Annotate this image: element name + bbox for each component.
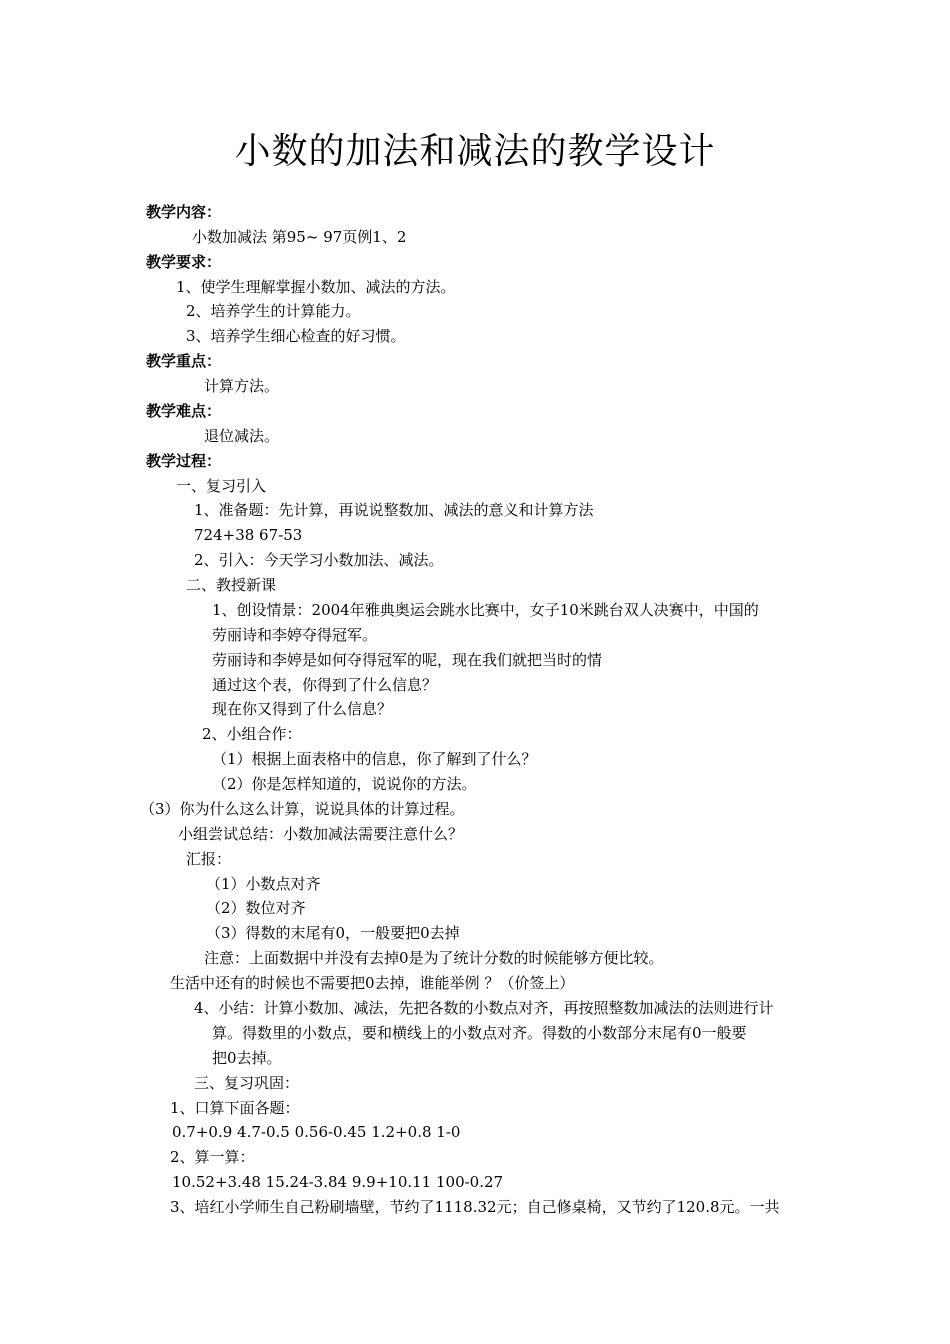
difficulties-text: 退位减法。 bbox=[204, 427, 280, 445]
process-line: （1）小数点对齐 bbox=[206, 875, 321, 893]
section-heading-content: 教学内容： bbox=[146, 203, 222, 221]
section-heading-requirements: 教学要求： bbox=[146, 253, 222, 271]
process-line: （2）数位对齐 bbox=[206, 899, 306, 917]
process-line: （1）根据上面表格中的信息，你了解到了什么？ bbox=[212, 750, 537, 768]
document-title: 小数的加法和减法的教学设计 bbox=[234, 131, 716, 172]
process-line: 724+38 67-53 bbox=[194, 526, 303, 544]
section-heading-difficulties: 教学难点： bbox=[146, 402, 222, 420]
summary-line: 算。得数里的小数点，要和横线上的小数点对齐。得数的小数部分末尾有0一般要 bbox=[212, 1024, 747, 1042]
section-heading-process: 教学过程： bbox=[146, 452, 222, 470]
process-line: 注意：上面数据中并没有去掉0是为了统计分数的时候能够方便比较。 bbox=[204, 949, 664, 967]
process-line: 1、准备题：先计算，再说说整数加、减法的意义和计算方法 bbox=[194, 501, 594, 519]
process-step-3-heading: 三、复习巩固： bbox=[194, 1074, 300, 1092]
section-heading-key-points: 教学重点： bbox=[146, 352, 222, 370]
process-line: 汇报： bbox=[186, 850, 232, 868]
process-line: 生活中还有的时候也不需要把0去掉，谁能举例 ？（价签上） bbox=[170, 974, 575, 992]
process-step-2-heading: 二、教授新课 bbox=[186, 576, 277, 594]
requirement-2: 2、培养学生的计算能力。 bbox=[186, 302, 361, 320]
exercise-line: 0.7+0.9 4.7-0.5 0.56-0.45 1.2+0.8 1-0 bbox=[172, 1123, 461, 1141]
process-line: 小组尝试总结：小数加减法需要注意什么？ bbox=[178, 825, 464, 843]
process-line: 2、小组合作： bbox=[202, 725, 302, 743]
summary-line: 4、小结：计算小数加、减法，先把各数的小数点对齐，再按照整数加减法的法则进行计 bbox=[194, 999, 774, 1017]
exercise-line: 1、口算下面各题： bbox=[170, 1099, 300, 1117]
process-line: 劳丽诗和李婷夺得冠军。 bbox=[212, 626, 378, 644]
process-line: （2）你是怎样知道的，说说你的方法。 bbox=[212, 775, 477, 793]
process-line: （3）你为什么这么计算，说说具体的计算过程。 bbox=[140, 800, 465, 818]
process-line: 通过这个表，你得到了什么信息？ bbox=[212, 676, 438, 694]
requirement-3: 3、培养学生细心检查的好习惯。 bbox=[186, 327, 406, 345]
summary-line: 把0去掉。 bbox=[212, 1049, 282, 1067]
requirement-1: 1、使学生理解掌握小数加、减法的方法。 bbox=[176, 278, 456, 296]
process-line: 劳丽诗和李婷是如何夺得冠军的呢，现在我们就把当时的情 bbox=[212, 651, 603, 669]
key-points-text: 计算方法。 bbox=[204, 377, 280, 395]
process-line: 1、创设情景：2004年雅典奥运会跳水比赛中，女子10米跳台双人决赛中，中国的 bbox=[212, 601, 759, 619]
process-line: 2、引入：今天学习小数加法、减法。 bbox=[194, 551, 444, 569]
process-line: 现在你又得到了什么信息？ bbox=[212, 700, 393, 718]
process-line: （3）得数的末尾有0，一般要把0去掉 bbox=[206, 924, 460, 942]
process-step-1-heading: 一、复习引入 bbox=[176, 477, 267, 495]
exercise-line: 2、算一算： bbox=[170, 1148, 255, 1166]
content-text: 小数加减法 第95~ 97页例1、2 bbox=[192, 228, 407, 246]
exercise-line: 10.52+3.48 15.24-3.84 9.9+10.11 100-0.27 bbox=[172, 1173, 504, 1191]
exercise-line: 3、培红小学师生自己粉刷墙壁，节约了1118.32元；自己修桌椅，又节约了120.8元。一共 bbox=[170, 1198, 780, 1216]
